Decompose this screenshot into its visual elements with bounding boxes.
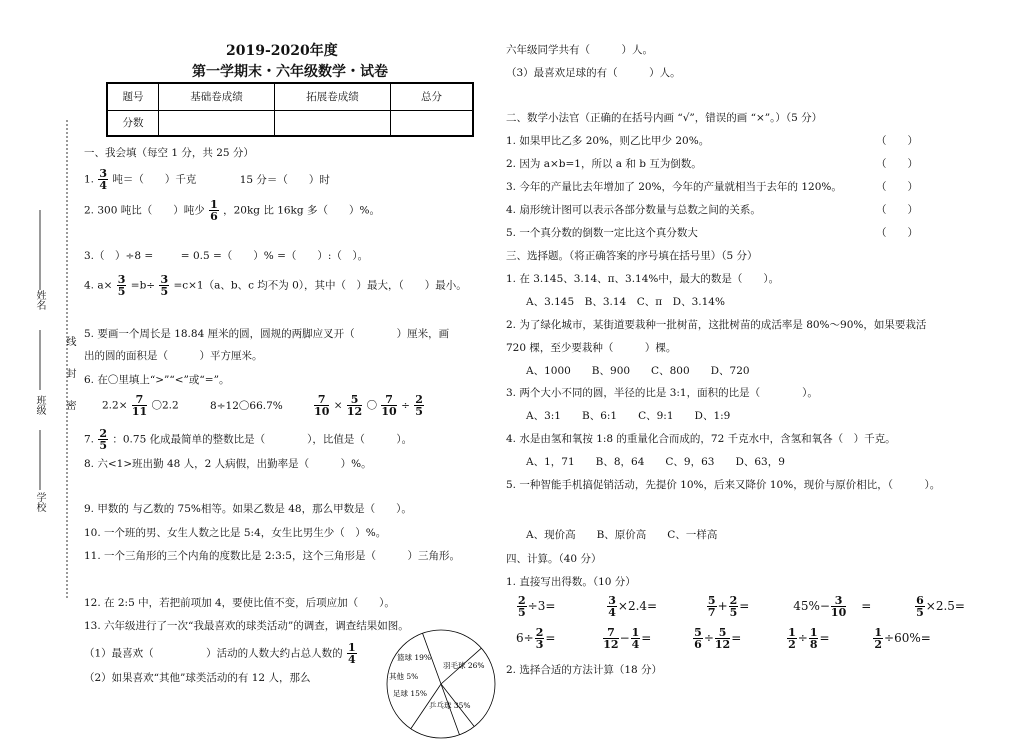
q6: 6. 在〇里填上“>”“<”或“=”。: [84, 374, 230, 386]
calc-frac-1-8: $\frac{1}{8}$: [809, 626, 818, 651]
fraction-3-4: $\frac{3}{4}$: [99, 167, 108, 192]
calc-frac-6-5: $\frac{6}{5}$: [916, 594, 924, 619]
choice-2-line1: 2. 为了绿化城市，某街道要栽种一批树苗，这批树苗的成活率是 80%～90%，如果要栽活: [506, 319, 927, 331]
exam-year: 2019-2020年度: [226, 43, 338, 59]
calc-frac-3-4: $\frac{3}{4}$: [608, 594, 616, 619]
pie-label-badminton: 羽毛球 26%: [443, 661, 485, 670]
q12: 12. 在 2:5 中，若把前项加 4，要使比值不变，后项应加（ ）。: [84, 597, 395, 609]
q3: 3.（ ）÷8 = = 0.5 =（ ）% =（ ）:（ ）。: [84, 250, 369, 262]
fraction-7-10: $\frac{7}{10}$: [314, 393, 330, 418]
class-label: 班级: [34, 395, 45, 415]
school-label: 学校: [34, 492, 45, 512]
q7: 7. $\frac{2}{5}$ ：0.75 化成最简单的整数比是（ ），比值是（ ）。: [84, 427, 413, 452]
r2: （3）最喜欢足球的有（ ）人。: [506, 67, 681, 79]
q5-line2: 出的圆的面积是（ ）平方厘米。: [84, 350, 263, 362]
exam-title: 第一学期末・六年级数学・试卷: [192, 64, 388, 80]
q4: 4. a× $\frac{3}{5}$ =b÷ $\frac{3}{5}$ =c×1（a、b、c 均不为 0），其中（ ）最大，（ ）最小。: [84, 273, 467, 298]
choice-5-options: A、现价高 B、原价高 C、一样高: [526, 529, 718, 541]
choice-2-line2: 720 棵，至少要栽种（ ）棵。: [506, 342, 677, 354]
r1: 六年级同学共有（ ）人。: [506, 44, 653, 56]
score-header-ext: 拓展卷成绩: [275, 83, 391, 110]
fraction-1-4: $\frac{1}{4}$: [348, 641, 356, 666]
choice-5: 5. 一种智能手机搞促销活动，先提价 10%，后来又降价 10%，现价与原价相比，（ ）。: [506, 479, 941, 491]
judge-3-paren[interactable]: （ ）: [876, 181, 918, 193]
calc-1-title: 1. 直接写出得数。（10 分）: [506, 576, 636, 588]
score-header-no: 题号: [107, 83, 159, 110]
section-4-title: 四、计算。（40 分）: [506, 553, 602, 565]
calc-row-1: $\frac{2}{5}$ ÷3= $\frac{3}{4}$ ×2.4= $\frac{5}{7}$ + $\frac{2}{5}$ = 45%− $\frac{3}{10}$ = $\frac{6}{5}$ ×2.5=: [518, 594, 965, 619]
score-header-basic: 基础卷成绩: [159, 83, 275, 110]
judge-5-paren[interactable]: （ ）: [876, 227, 918, 239]
score-ext-cell[interactable]: [275, 110, 391, 136]
calc-frac-1-2: $\frac{1}{2}$: [788, 626, 796, 651]
fraction-1-6: $\frac{1}{6}$: [210, 198, 218, 223]
judge-1: 1. 如果甲比乙多 20%，则乙比甲少 20%。: [506, 135, 710, 147]
q9: 9. 甲数的 与乙数的 75%相等。如果乙数是 48，那么甲数是（ ）。: [84, 503, 412, 515]
fraction-7-10-b: $\frac{7}{10}$: [381, 393, 397, 418]
calc-frac-5-12: $\frac{5}{12}$: [714, 626, 731, 651]
calc-frac-2-5-b: $\frac{2}{5}$: [729, 594, 738, 619]
fraction-3-5-b: $\frac{3}{5}$: [160, 273, 169, 298]
q6-items: 2.2× $\frac{7}{11}$ 〇2.2 8÷12〇66.7% $\frac{7}{10}$ × $\frac{5}{12}$ 〇 $\frac{7}{10}$ ÷ $\frac{2}{5}$: [102, 393, 423, 418]
section-1-title: 一、我会填（每空 1 分，共 25 分）: [84, 147, 254, 159]
q10: 10. 一个班的男、女生人数之比是 5:4，女生比男生少（ ）%。: [84, 527, 387, 539]
q1: 1. $\frac{3}{4}$ 吨＝（ ）千克 15 分＝（ ）时: [84, 167, 330, 192]
section-2-title: 二、数学小法官（正确的在括号内画 “√”，错误的画 “×”。）（5 分）: [506, 112, 823, 124]
fraction-2-5: $\frac{2}{5}$: [415, 393, 423, 418]
calc-frac-2-3: $\frac{2}{3}$: [535, 626, 544, 651]
calc-2-title: 2. 选择合适的方法计算（18 分）: [506, 664, 663, 676]
calc-frac-7-12: $\frac{7}{12}$: [603, 626, 619, 651]
judge-5: 5. 一个真分数的倒数一定比这个真分数大: [506, 227, 698, 239]
pie-chart: [385, 628, 497, 740]
choice-1: 1. 在 3.145、3.14、π、3.14%中，最大的数是（ ）。: [506, 273, 780, 285]
choice-3: 3. 两个大小不同的圆，半径的比是 3:1，面积的比是（ ）。: [506, 387, 818, 399]
pie-label-pingpong: 乒乓球 35%: [429, 701, 471, 710]
pie-label-other: 其他 5%: [389, 672, 419, 681]
q13-1: （1）最喜欢（ ）活动的人数大约占总人数的 $\frac{1}{4}$: [84, 641, 356, 666]
judge-4-paren[interactable]: （ ）: [876, 204, 918, 216]
score-basic-cell[interactable]: [159, 110, 275, 136]
judge-2: 2. 因为 a×b=1，所以 a 和 b 互为倒数。: [506, 158, 702, 170]
score-label: 分数: [107, 110, 159, 136]
choice-4: 4. 水是由氢和氧按 1:8 的重量化合而成的，72 千克水中，含氢和氧各（ ）千克。: [506, 433, 896, 445]
score-header-total: 总分: [391, 83, 474, 110]
fraction-3-5: $\frac{3}{5}$: [117, 273, 126, 298]
calc-frac-5-6: $\frac{5}{6}$: [694, 626, 702, 651]
score-table: [106, 82, 474, 137]
choice-4-options: A、1，71 B、8，64 C、9，63 D、63，9: [526, 456, 785, 468]
fraction-2-5-b: $\frac{2}{5}$: [99, 427, 108, 452]
line-mark: 线: [64, 336, 75, 346]
judge-4: 4. 扇形统计图可以表示各部分数量与总数之间的关系。: [506, 204, 761, 216]
pie-label-football: 足球 15%: [393, 689, 428, 698]
choice-3-options: A、3:1 B、6:1 C、9:1 D、1:9: [526, 410, 731, 422]
score-total-cell[interactable]: [391, 110, 474, 136]
calc-frac-1-2-b: $\frac{1}{2}$: [874, 626, 883, 651]
seal-mark: 密: [64, 400, 75, 410]
calc-row-2: 6÷ $\frac{2}{3}$ = $\frac{7}{12}$ − $\frac{1}{4}$ = $\frac{5}{6}$ ÷ $\frac{5}{12}$ = $\frac{1}{2}$ ÷ $\frac{1}{8}$ = $\frac{1}{2}$ ÷60%=: [516, 626, 931, 651]
calc-frac-2-5: $\frac{2}{5}$: [518, 594, 526, 619]
choice-1-options: A、3.145 B、3.14 C、π D、3.14%: [526, 296, 725, 308]
q11: 11. 一个三角形的三个内角的度数比是 2:3:5，这个三角形是（ ）三角形。: [84, 550, 460, 562]
judge-2-paren[interactable]: （ ）: [876, 158, 918, 170]
calc-frac-5-7: $\frac{5}{7}$: [707, 594, 716, 619]
choice-2-options: A、1000 B、900 C、800 D、720: [526, 365, 750, 377]
q13: 13. 六年级进行了一次“我最喜欢的球类活动”的调查，调查结果如图。: [84, 620, 409, 632]
pie-label-basketball: 篮球 19%: [397, 653, 432, 662]
calc-frac-3-10: $\frac{3}{10}$: [830, 594, 847, 619]
name-label: 姓名: [34, 290, 45, 310]
q8: 8. 六<1>班出勤 48 人，2 人病假，出勤率是（ ）%。: [84, 458, 372, 470]
fraction-7-11: $\frac{7}{11}$: [131, 393, 148, 418]
calc-frac-1-4: $\frac{1}{4}$: [631, 626, 640, 651]
judge-1-paren[interactable]: （ ）: [876, 135, 918, 147]
q2: 2. 300 吨比（ ）吨少 $\frac{1}{6}$ ，20kg 比 16kg 多（ ）%。: [84, 198, 380, 223]
section-3-title: 三、选择题。（将正确答案的序号填在括号里）（5 分）: [506, 250, 758, 262]
q13-2: （2）如果喜欢“其他”球类活动的有 12 人，那么: [84, 672, 311, 684]
q5-line1: 5. 要画一个周长是 18.84 厘米的圆，圆规的两脚应叉开（ ）厘米，画: [84, 328, 450, 340]
judge-3: 3. 今年的产量比去年增加了 20%，今年的产量就相当于去年的 120%。: [506, 181, 842, 193]
fraction-5-12: $\frac{5}{12}$: [346, 393, 363, 418]
seal-mark-2: 封: [64, 368, 75, 378]
